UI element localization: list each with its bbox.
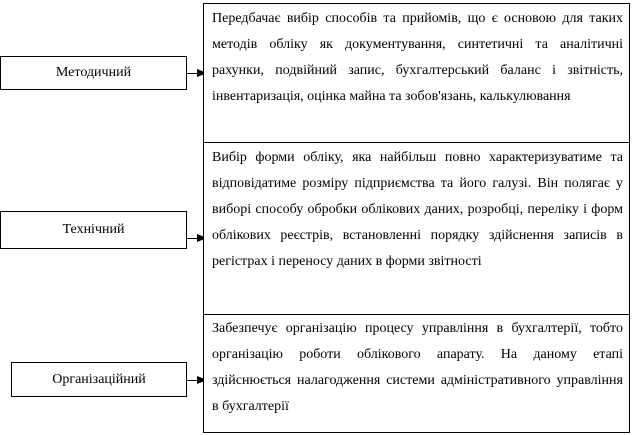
- description-box-organizational: Забезпечує організацію процесу управління в бухгалтерії, тобто організацію роботи облікового апарату. На даному етапі здійснюється налагодження системи адміністративного управління в бухгалтерії: [203, 315, 630, 433]
- arrow-methodical: [187, 73, 198, 74]
- aspect-label-organizational: Організаційний: [52, 371, 146, 387]
- aspect-box-methodical: [0, 56, 187, 90]
- aspect-label-technical: Технічний: [62, 222, 125, 237]
- arrow-technical: [187, 238, 198, 239]
- description-box-methodical: Передбачає вибір способів та прийомів, що є основою для таких методів обліку як документування, синтетичні та аналітичні рахунки, подвійний запис, бухгалтерський баланс і звітність, інвентаризація, оцінка майна та зобов'язань, калькулювання: [203, 3, 630, 143]
- description-box-technical: Вибір форми обліку, яка найбільш повно характеризуватиме та відповідатиме розміру підприємства та його галузі. Він полягає у виборі способу обробки облікових даних, розробці, переліку і форм облікових реєстрів, встановленні порядку здійснення записів в регістрах і переносу даних в форми звітності: [203, 143, 630, 315]
- arrow-organizational: [187, 380, 198, 381]
- aspect-label-methodical: Методичний: [55, 65, 132, 80]
- aspect-box-technical: [0, 211, 187, 249]
- aspect-box-organizational: [11, 362, 187, 397]
